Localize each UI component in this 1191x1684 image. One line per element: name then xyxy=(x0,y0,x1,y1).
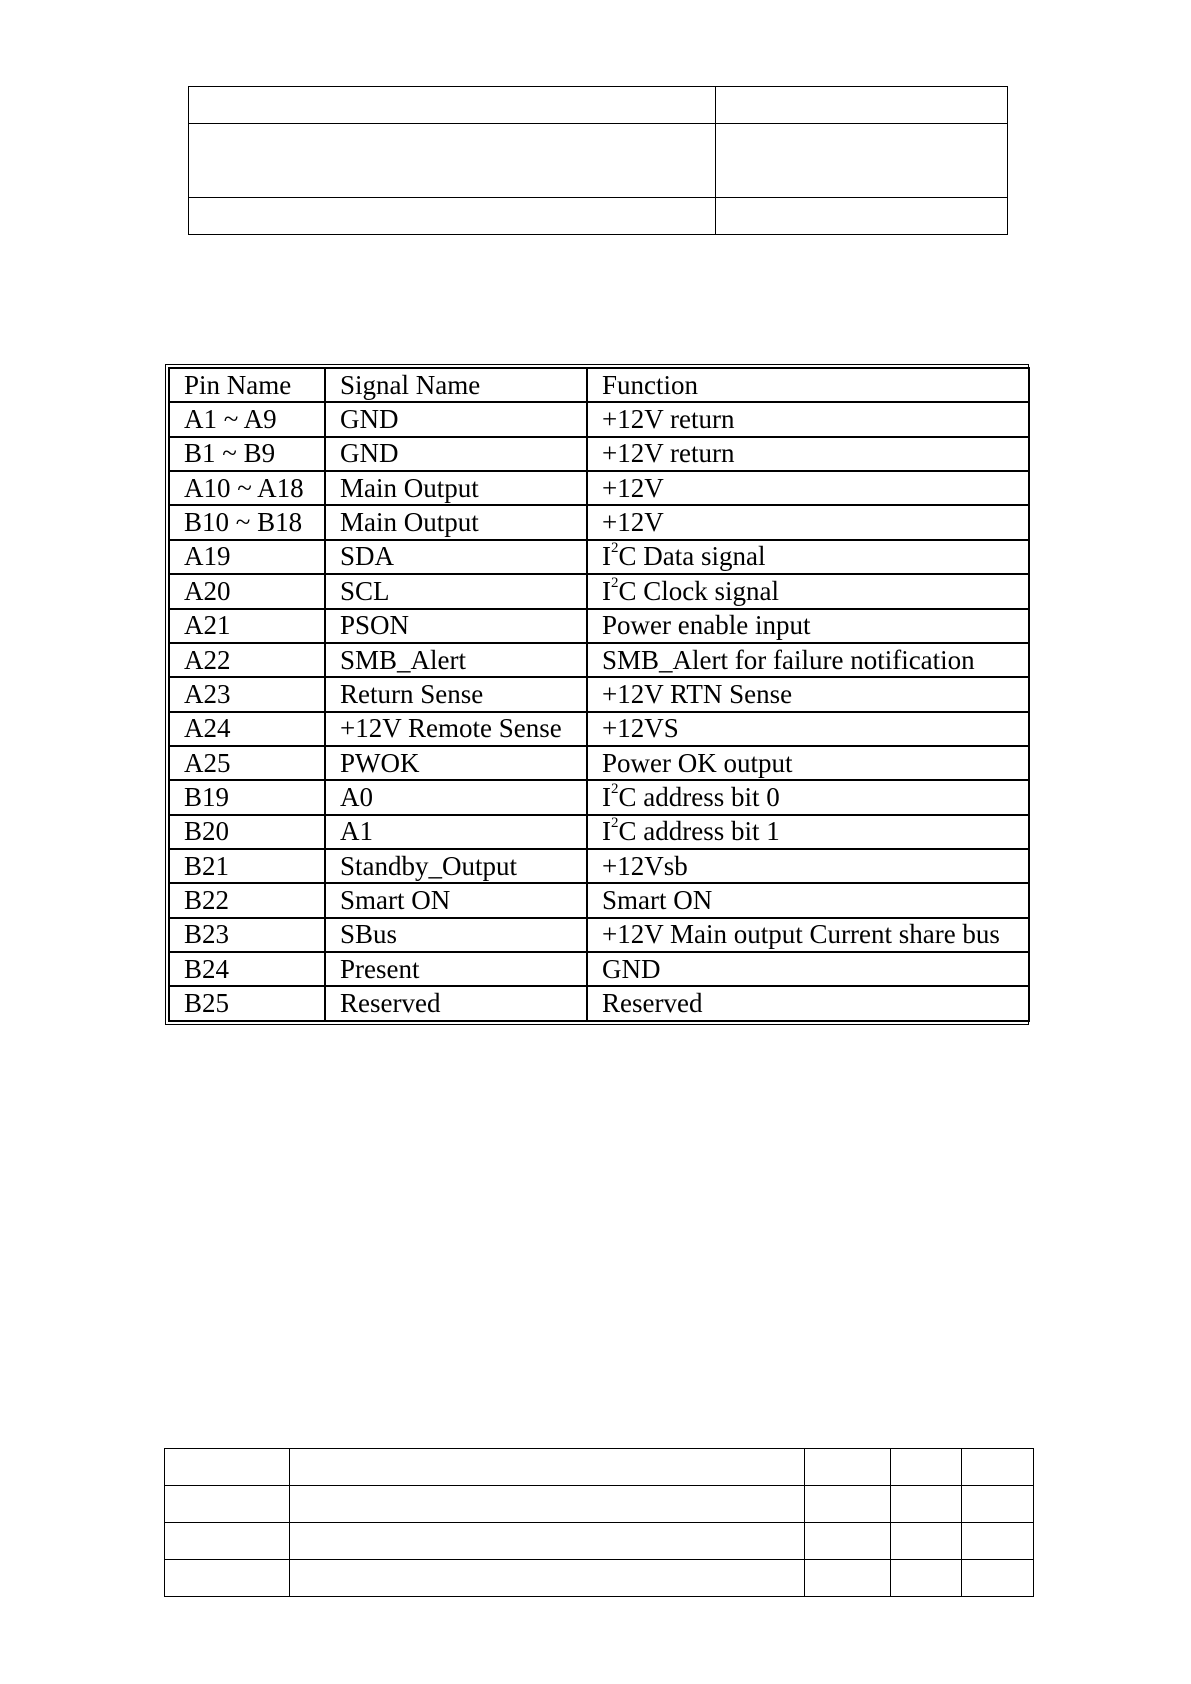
function-cell: Reserved xyxy=(587,986,1029,1021)
pin-name-cell: A24 xyxy=(169,712,325,746)
table-row xyxy=(169,437,1029,471)
table-row xyxy=(169,952,1029,986)
function-cell: +12V return xyxy=(587,437,1029,471)
function-cell: Power enable input xyxy=(587,609,1029,643)
function-cell: +12Vsb xyxy=(587,849,1029,883)
table-row xyxy=(169,883,1029,917)
table-cell xyxy=(189,124,716,198)
pin-name-cell: B19 xyxy=(169,780,325,814)
pin-name-cell: A1 ~ A9 xyxy=(169,402,325,436)
function-suffix: C Data signal xyxy=(618,541,766,572)
header-pin-name: Pin Name xyxy=(169,368,325,402)
function-superscript: 2 xyxy=(611,815,619,832)
signal-name-cell: SBus xyxy=(325,918,587,952)
table-row xyxy=(169,780,1029,814)
signal-name-cell: A1 xyxy=(325,815,587,849)
table-row xyxy=(165,1486,1034,1523)
signal-name-cell: Standby_Output xyxy=(325,849,587,883)
function-cell: +12V xyxy=(587,471,1029,505)
table-row xyxy=(169,574,1029,608)
table-row xyxy=(169,609,1029,643)
table-row xyxy=(165,1560,1034,1597)
function-superscript: 2 xyxy=(611,540,619,557)
function-cell: +12V Main output Current share bus xyxy=(587,918,1029,952)
signal-name-cell: A0 xyxy=(325,780,587,814)
header-function: Function xyxy=(587,368,1029,402)
function-prefix: I xyxy=(602,575,611,606)
table-row xyxy=(165,1523,1034,1560)
table-row xyxy=(189,87,1008,124)
pin-name-cell: A21 xyxy=(169,609,325,643)
table-row xyxy=(169,677,1029,711)
function-prefix: I xyxy=(602,816,611,847)
pin-name-cell: A19 xyxy=(169,540,325,574)
pin-name-cell: A22 xyxy=(169,643,325,677)
top-empty-table xyxy=(188,86,1008,235)
function-suffix: C address bit 0 xyxy=(618,781,780,812)
table-cell xyxy=(716,124,1008,198)
bottom-empty-table xyxy=(164,1448,1034,1597)
pin-assignment-table xyxy=(168,367,1030,1022)
pin-name-cell: B22 xyxy=(169,883,325,917)
table-cell xyxy=(716,198,1008,235)
table-cell xyxy=(189,198,716,235)
signal-name-cell: Reserved xyxy=(325,986,587,1021)
pin-name-cell: A25 xyxy=(169,746,325,780)
signal-name-cell: +12V Remote Sense xyxy=(325,712,587,746)
table-cell xyxy=(716,87,1008,124)
function-cell xyxy=(587,540,1029,574)
function-superscript: 2 xyxy=(611,574,619,591)
function-cell: GND xyxy=(587,952,1029,986)
pin-name-cell: A20 xyxy=(169,574,325,608)
function-suffix: C Clock signal xyxy=(618,575,779,606)
table-row xyxy=(169,849,1029,883)
table-row xyxy=(189,198,1008,235)
signal-name-cell: Main Output xyxy=(325,471,587,505)
table-row xyxy=(169,505,1029,539)
table-row xyxy=(169,986,1029,1021)
function-cell xyxy=(587,780,1029,814)
function-cell: +12V return xyxy=(587,402,1029,436)
function-cell: +12VS xyxy=(587,712,1029,746)
header-signal-name: Signal Name xyxy=(325,368,587,402)
function-cell: +12V xyxy=(587,505,1029,539)
pin-name-cell: B23 xyxy=(169,918,325,952)
table-row xyxy=(169,815,1029,849)
table-row xyxy=(169,402,1029,436)
function-cell xyxy=(587,815,1029,849)
signal-name-cell: GND xyxy=(325,402,587,436)
pin-name-cell: B1 ~ B9 xyxy=(169,437,325,471)
pin-name-cell: B20 xyxy=(169,815,325,849)
signal-name-cell: SCL xyxy=(325,574,587,608)
table-header-row xyxy=(169,368,1029,402)
signal-name-cell: PWOK xyxy=(325,746,587,780)
pin-name-cell: A23 xyxy=(169,677,325,711)
pin-name-cell: B24 xyxy=(169,952,325,986)
table-row xyxy=(169,540,1029,574)
table-row xyxy=(169,918,1029,952)
signal-name-cell: Present xyxy=(325,952,587,986)
pin-table-frame xyxy=(165,364,1029,1025)
pin-name-cell: B10 ~ B18 xyxy=(169,505,325,539)
pin-name-cell: B21 xyxy=(169,849,325,883)
function-cell: Power OK output xyxy=(587,746,1029,780)
function-suffix: C address bit 1 xyxy=(618,816,780,847)
table-row xyxy=(189,124,1008,198)
table-row xyxy=(165,1449,1034,1486)
signal-name-cell: GND xyxy=(325,437,587,471)
table-row xyxy=(169,712,1029,746)
table-row xyxy=(169,746,1029,780)
pin-name-cell: A10 ~ A18 xyxy=(169,471,325,505)
signal-name-cell: Main Output xyxy=(325,505,587,539)
signal-name-cell: Smart ON xyxy=(325,883,587,917)
function-prefix: I xyxy=(602,781,611,812)
function-cell: Smart ON xyxy=(587,883,1029,917)
table-cell xyxy=(189,87,716,124)
signal-name-cell: SDA xyxy=(325,540,587,574)
signal-name-cell: PSON xyxy=(325,609,587,643)
function-cell xyxy=(587,574,1029,608)
table-row xyxy=(169,643,1029,677)
function-prefix: I xyxy=(602,541,611,572)
function-cell: SMB_Alert for failure notification xyxy=(587,643,1029,677)
function-cell: +12V RTN Sense xyxy=(587,677,1029,711)
signal-name-cell: SMB_Alert xyxy=(325,643,587,677)
table-row xyxy=(169,471,1029,505)
signal-name-cell: Return Sense xyxy=(325,677,587,711)
function-superscript: 2 xyxy=(611,780,619,797)
pin-name-cell: B25 xyxy=(169,986,325,1021)
